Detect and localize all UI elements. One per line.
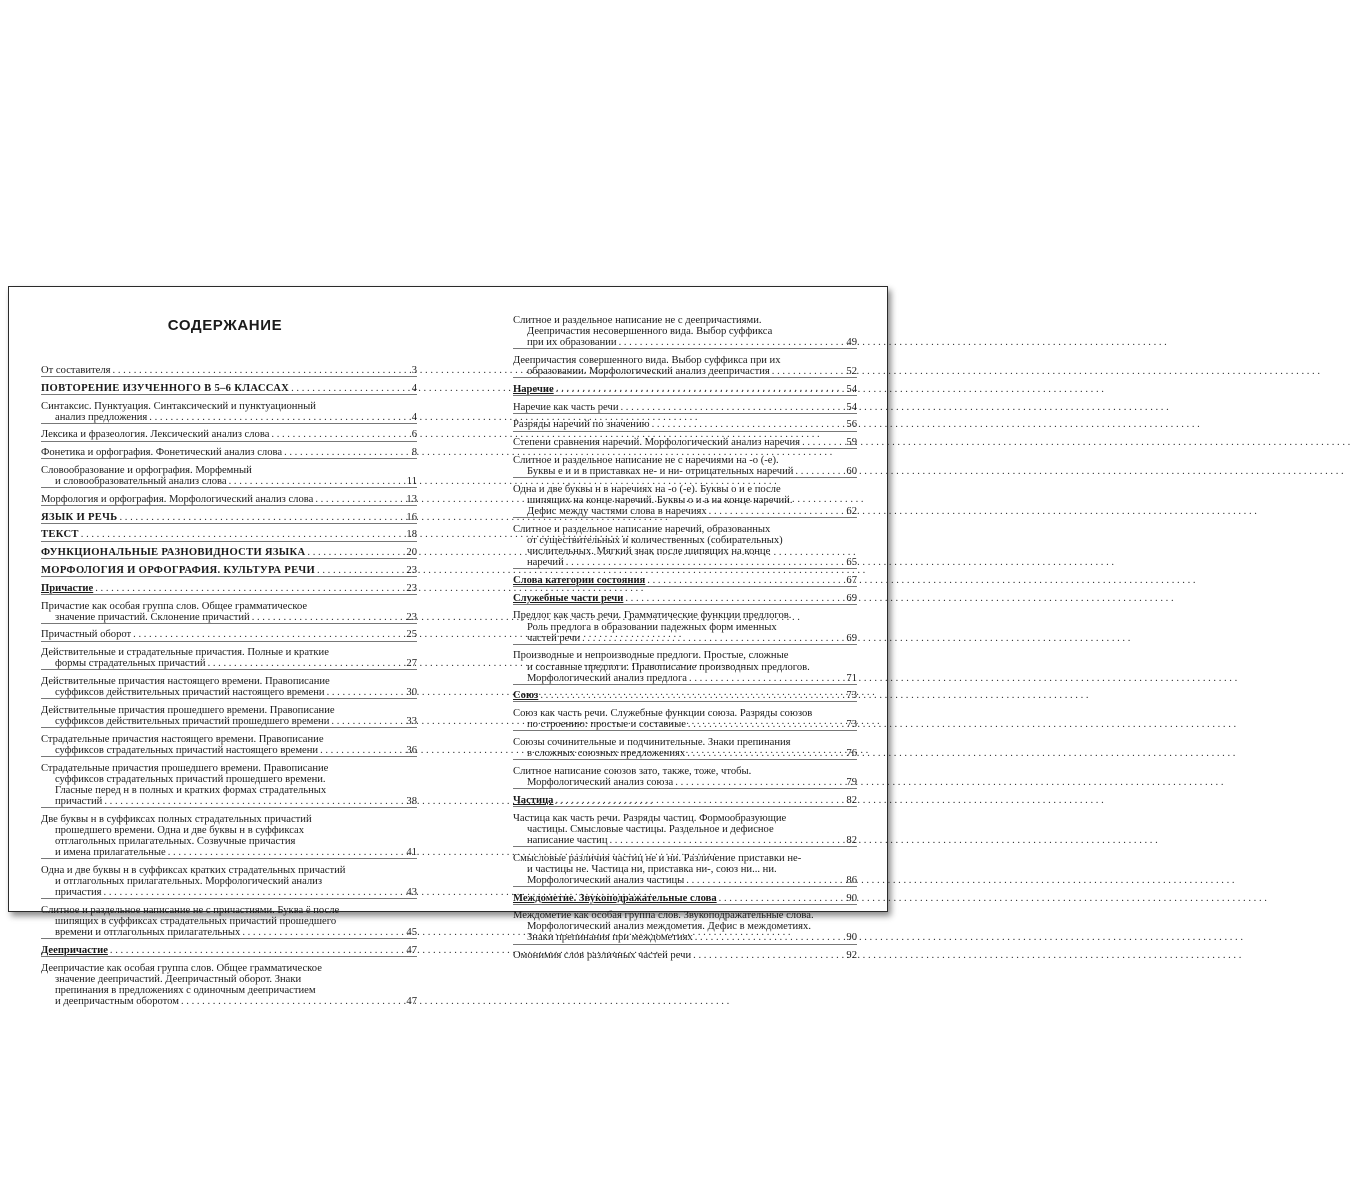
toc-entry-text: значение причастий. Склонение причастий	[55, 611, 250, 623]
toc-entry-text: ТЕКСТ	[41, 529, 79, 541]
dot-leader	[110, 945, 401, 956]
toc-entry-text: Наречие	[513, 383, 554, 395]
entry-divider	[41, 394, 417, 401]
dot-leader	[540, 690, 841, 701]
toc-entry-text: Страдательные причастия настоящего времени. Правописание	[41, 733, 324, 745]
toc-entry-text: Причастие как особая группа слов. Общее грамматическое	[41, 600, 308, 612]
toc-page-number: 62	[846, 506, 857, 518]
entry-divider	[513, 730, 857, 737]
dot-leader	[795, 466, 841, 477]
toc-entry[interactable]	[41, 814, 417, 858]
entry-divider	[513, 377, 857, 384]
entry-divider	[513, 586, 857, 593]
entry-divider	[41, 558, 417, 565]
dot-leader	[284, 447, 401, 458]
dot-leader	[772, 366, 841, 377]
toc-entry[interactable]	[41, 945, 417, 956]
toc-page-number: 65	[846, 557, 857, 569]
toc-entry[interactable]	[513, 766, 857, 788]
toc-entry-text: отглагольных прилагательных. Созвучные причастия	[55, 835, 296, 847]
dot-leader	[688, 719, 841, 730]
toc-entry-text: формы страдательных причастий	[55, 658, 206, 670]
entry-divider	[41, 541, 417, 548]
toc-entry-text: шипящих в суффиксах страдательных причастий прошедшего	[55, 915, 337, 927]
dot-leader	[168, 847, 401, 858]
toc-page-number: 49	[846, 337, 857, 349]
toc-entry-text: суффиксов действительных причастий настоящего времени	[55, 687, 325, 699]
toc-entry-text: Морфологический анализ предлога	[527, 672, 688, 684]
toc-entry-text: Частица как часть речи. Разряды частиц. Формообразующие	[513, 812, 787, 824]
toc-entry-text: Слова категории состояния	[513, 574, 646, 586]
toc-page-number: 67	[846, 574, 857, 586]
dot-leader	[331, 716, 401, 727]
dot-leader	[104, 887, 401, 898]
dot-leader	[693, 950, 841, 961]
toc-entry-text: в сложных союзных предложениях	[527, 748, 686, 760]
toc-entry-text: Степени сравнения наречий. Морфологический анализ наречия	[513, 437, 801, 449]
entry-divider	[41, 756, 417, 763]
toc-entry[interactable]	[513, 795, 857, 806]
toc-entry[interactable]	[513, 610, 857, 643]
toc-page-number: 54	[846, 401, 857, 413]
entry-divider	[41, 576, 417, 583]
toc-entry[interactable]	[41, 705, 417, 727]
toc-entry-text: частей речи	[527, 632, 581, 644]
toc-entry-text: шипящих на конце наречий. Буквы о и а на конце наречий.	[527, 494, 793, 506]
dot-leader	[113, 365, 401, 376]
toc-entry-text: Слитное и раздельное написание не с причастиями. Буква ё после	[41, 904, 340, 916]
toc-right-column	[513, 315, 857, 961]
toc-entry-text: прошедшего времени. Одна и две буквы н в суффиксах	[55, 824, 305, 836]
toc-page-number: 20	[406, 547, 417, 559]
entry-divider	[513, 413, 857, 420]
toc-entry-text: суффиксов страдательных причастий прошедшего времени.	[55, 773, 326, 785]
toc-entry-text: анализ предложения	[55, 411, 148, 423]
toc-entry[interactable]	[513, 575, 857, 586]
toc-entry-text: Действительные причастия прошедшего времени. Правописание	[41, 704, 335, 716]
dot-leader	[709, 506, 841, 517]
toc-entry-text: МОРФОЛОГИЯ И ОРФОГРАФИЯ. КУЛЬТУРА РЕЧИ	[41, 565, 316, 576]
entry-divider	[513, 701, 857, 708]
toc-entry-text: Деепричастие как особая группа слов. Общее грамматическое	[41, 962, 322, 974]
toc-entry[interactable]	[513, 593, 857, 604]
toc-entry-text: Буквы е и и в приставках не- и ни- отрицательных наречий	[527, 466, 794, 478]
toc-entry-text: Страдательные причастия прошедшего времени. Правописание	[41, 762, 329, 774]
toc-page-number: 56	[846, 419, 857, 431]
toc-entry[interactable]	[41, 763, 417, 807]
dot-leader	[271, 429, 401, 440]
toc-entry-text: Междометие как особая группа слов. Звукоподражательные слова.	[513, 910, 814, 922]
toc-page-number: 23	[406, 582, 417, 594]
toc-entry[interactable]	[513, 484, 857, 517]
toc-entry[interactable]	[41, 629, 417, 640]
entry-divider	[513, 568, 857, 575]
toc-entry-text: Производные и непроизводные предлоги. Простые, сложные	[513, 650, 789, 662]
toc-entry[interactable]	[513, 853, 857, 886]
toc-page-number: 90	[846, 932, 857, 944]
entry-divider	[513, 604, 857, 611]
toc-entry[interactable]	[513, 690, 857, 701]
toc-page-number: 18	[406, 529, 417, 541]
entry-divider	[41, 487, 417, 494]
entry-divider	[41, 641, 417, 648]
toc-page-number: 33	[406, 716, 417, 728]
dot-leader	[320, 745, 401, 756]
entry-divider	[513, 788, 857, 795]
toc-entry-text: Причастный оборот	[41, 629, 132, 641]
toc-entry[interactable]	[513, 910, 857, 943]
toc-entry-text: при их образовании	[527, 337, 617, 349]
toc-entry-text: и словообразовательный анализ слова	[55, 476, 227, 488]
toc-page-number: 54	[846, 383, 857, 395]
entry-divider	[513, 395, 857, 402]
toc-page-number: 92	[846, 950, 857, 962]
toc-entry-text: наречий	[527, 557, 564, 569]
entry-divider	[41, 376, 417, 383]
entry-divider	[41, 858, 417, 865]
toc-page-number: 73	[846, 719, 857, 731]
dot-leader	[619, 337, 841, 348]
toc-entry[interactable]	[41, 547, 417, 558]
toc-entry[interactable]	[41, 465, 417, 487]
toc-page-number: 27	[406, 658, 417, 670]
toc-entry-text: Смысловые различия частиц не и ни. Различение приставки не-	[513, 852, 802, 864]
toc-entry[interactable]	[41, 529, 417, 540]
toc-page-number: 4	[411, 411, 417, 423]
dot-leader	[686, 875, 841, 886]
toc-entry-text: Служебные части речи	[513, 592, 624, 604]
toc-entry-text: Знаки препинания при междометиях	[527, 932, 693, 944]
entry-divider	[513, 886, 857, 893]
toc-page-number: 30	[406, 687, 417, 699]
toc-entry[interactable]	[513, 737, 857, 759]
page-title: СОДЕРЖАНИЕ	[167, 317, 283, 334]
toc-page-number: 90	[846, 892, 857, 904]
entry-divider	[513, 517, 857, 524]
dot-leader	[802, 437, 841, 448]
toc-entry[interactable]	[41, 601, 417, 623]
toc-entry-text: Гласные перед н в полных и кратких формах страдательных	[55, 784, 327, 796]
toc-page-number: 59	[846, 437, 857, 449]
toc-entry[interactable]	[513, 355, 857, 377]
toc-entry-text: суффиксов действительных причастий прошедшего времени	[55, 716, 330, 728]
toc-entry-text: по строению: простые и составные	[527, 719, 686, 731]
toc-entry[interactable]	[41, 676, 417, 698]
toc-page-number: 36	[406, 744, 417, 756]
toc-page-number: 69	[846, 632, 857, 644]
toc-entry-text: частицы. Смысловые частицы. Раздельное и дефисное	[527, 823, 774, 835]
toc-page-number: 23	[406, 565, 417, 576]
toc-entry-text: Наречие как часть речи	[513, 401, 619, 413]
toc-entry-text: Дефис между частями слова в наречиях	[527, 506, 707, 518]
dot-leader	[566, 557, 841, 568]
toc-entry[interactable]	[513, 524, 857, 568]
toc-left-column	[41, 365, 417, 1007]
toc-entry[interactable]	[41, 365, 417, 376]
toc-page-number: 73	[846, 690, 857, 702]
toc-entry-text: Одна и две буквы н в суффиксах кратких страдательных причастий	[41, 864, 346, 876]
toc-entry-text: Деепричастие	[41, 944, 108, 956]
dot-leader	[689, 673, 841, 684]
entry-divider	[41, 727, 417, 734]
toc-entry-text: Синтаксис. Пунктуация. Синтаксический и пунктуационный	[41, 400, 316, 412]
entry-divider	[41, 441, 417, 448]
toc-entry[interactable]	[41, 401, 417, 423]
toc-entry-text: и деепричастным оборотом	[55, 995, 179, 1007]
toc-entry-text: написание частиц	[527, 834, 608, 846]
entry-divider	[513, 644, 857, 651]
toc-entry-text: Деепричастия несовершенного вида. Выбор суффикса	[527, 326, 773, 338]
toc-page-number: 23	[406, 611, 417, 623]
dot-leader	[719, 893, 841, 904]
toc-entry-text: Междометие. Звукоподражательные слова	[513, 892, 717, 904]
toc-page-number: 41	[406, 847, 417, 859]
entry-divider	[513, 806, 857, 813]
entry-divider	[513, 684, 857, 691]
toc-entry-text: и отглагольных прилагательных. Морфологический анализ	[55, 875, 323, 887]
toc-entry-text: Деепричастия совершенного вида. Выбор суффикса при их	[513, 354, 781, 366]
entry-divider	[41, 698, 417, 705]
toc-page-number: 16	[406, 511, 417, 523]
toc-entry-text: числительных. Мягкий знак после шипящих на конце	[527, 546, 771, 557]
entry-divider	[41, 505, 417, 512]
toc-entry[interactable]	[41, 647, 417, 669]
entry-divider	[41, 523, 417, 530]
entry-divider	[41, 898, 417, 905]
toc-entry-text: ПОВТОРЕНИЕ ИЗУЧЕННОГО В 5–6 КЛАССАХ	[41, 382, 290, 394]
toc-page-number: 11	[406, 476, 417, 488]
toc-entry[interactable]	[41, 494, 417, 505]
toc-entry-text: Две буквы н в суффиксах полных страдательных причастий	[41, 813, 312, 825]
entry-divider	[513, 448, 857, 455]
toc-entry-text: Фонетика и орфография. Фонетический анализ слова	[41, 447, 283, 459]
toc-entry[interactable]	[41, 583, 417, 594]
toc-entry-text: Действительные причастия настоящего времени. Правописание	[41, 676, 330, 688]
entry-divider	[513, 944, 857, 951]
toc-page-number: 60	[846, 466, 857, 478]
toc-entry-text: Одна и две буквы н в наречиях на -о (-е). Буквы о и е после	[513, 483, 781, 495]
dot-leader	[675, 777, 841, 788]
toc-entry-text: От составителя	[41, 365, 111, 376]
toc-entry-text: значение деепричастий. Деепричастный оборот. Знаки	[55, 973, 302, 985]
toc-entry-text: Омонимия слов различных частей речи	[513, 950, 692, 962]
dot-leader	[229, 476, 401, 487]
toc-entry-text: Причастие	[41, 582, 94, 594]
toc-page-number: 38	[406, 796, 417, 807]
toc-entry[interactable]	[41, 429, 417, 440]
toc-entry[interactable]	[513, 650, 857, 683]
toc-page-number: 45	[406, 927, 417, 938]
toc-entry-text: Морфологический анализ частицы	[527, 874, 685, 886]
toc-entry-text: причастия	[55, 887, 102, 899]
toc-entry-text: суффиксов страдательных причастий настоящего времени	[55, 744, 319, 756]
dot-leader	[647, 575, 841, 586]
toc-entry[interactable]	[513, 402, 857, 413]
toc-entry-text: Слитное и раздельное написание не с деепричастиями.	[513, 315, 762, 326]
toc-page-number: 79	[846, 777, 857, 788]
entry-divider	[513, 431, 857, 438]
dot-leader	[610, 835, 842, 846]
entry-divider	[41, 458, 417, 465]
dot-leader	[133, 629, 401, 640]
toc-entry-text: Слитное написание союзов зато, также, тоже, чтобы.	[513, 765, 752, 777]
entry-divider	[513, 904, 857, 911]
dot-leader	[181, 996, 401, 1007]
dot-leader	[315, 494, 401, 505]
entry-divider	[513, 759, 857, 766]
dot-leader	[242, 927, 401, 938]
entry-divider	[41, 956, 417, 963]
entry-divider	[41, 938, 417, 945]
entry-divider	[41, 807, 417, 814]
toc-page-number: 71	[846, 672, 857, 684]
dot-leader	[555, 795, 841, 806]
toc-entry-text: Союз как часть речи. Служебные функции союза. Разряды союзов	[513, 708, 813, 720]
toc-entry-text: Лексика и фразеология. Лексический анализ слова	[41, 429, 270, 441]
toc-page-number: 82	[846, 794, 857, 806]
toc-entry[interactable]	[513, 455, 857, 477]
toc-page-number: 47	[406, 995, 417, 1007]
dot-leader	[695, 932, 841, 943]
toc-page-number: 8	[411, 447, 417, 459]
entry-divider	[41, 423, 417, 430]
toc-entry-text: Частица	[513, 794, 554, 806]
toc-entry[interactable]	[41, 963, 417, 1007]
toc-page-number: 6	[411, 429, 417, 441]
entry-divider	[513, 846, 857, 853]
dot-leader	[149, 412, 401, 423]
toc-entry-text: образовании. Морфологический анализ деепричастия	[527, 366, 770, 378]
dot-leader	[687, 748, 841, 759]
dot-leader	[582, 633, 841, 644]
toc-entry-text: препинания в предложениях с одиночным деепричастием	[55, 984, 316, 996]
dot-leader	[252, 612, 401, 623]
toc-entry[interactable]	[513, 315, 857, 348]
toc-entry[interactable]	[41, 734, 417, 756]
toc-entry-text: и имена прилагательные	[55, 847, 166, 859]
toc-page-number: 4	[411, 382, 417, 394]
toc-page-number: 52	[846, 366, 857, 378]
toc-entry-text: ФУНКЦИОНАЛЬНЫЕ РАЗНОВИДНОСТИ ЯЗЫКА	[41, 547, 306, 559]
book-spread	[8, 286, 888, 1007]
dot-leader	[556, 384, 841, 395]
toc-page-number: 47	[406, 944, 417, 956]
toc-entry-text: Союз	[513, 690, 539, 702]
entry-divider	[41, 623, 417, 630]
toc-entry[interactable]	[41, 865, 417, 898]
toc-page-number: 13	[406, 493, 417, 505]
toc-entry-text: причастий	[55, 796, 103, 807]
toc-entry-text: Слитное и раздельное написание наречий, образованных	[513, 523, 771, 535]
toc-page-number: 82	[846, 834, 857, 846]
dot-leader	[95, 583, 401, 594]
entry-divider	[41, 594, 417, 601]
toc-entry-text: Слитное и раздельное написание не с наречиями на -о (-е).	[513, 454, 779, 466]
toc-entry-text: Морфология и орфография. Морфологический анализ слова	[41, 493, 314, 505]
toc-entry-text: Союзы сочинительные и подчинительные. Знаки препинания	[513, 737, 791, 749]
toc-entry-text: и частицы не. Частица ни, приставка ни-, союз ни... ни.	[527, 863, 777, 875]
toc-entry-text: Разряды наречий по значению	[513, 419, 650, 431]
toc-entry[interactable]	[41, 905, 417, 938]
dot-leader	[327, 687, 401, 698]
dot-leader	[208, 658, 401, 669]
toc-entry[interactable]	[513, 708, 857, 730]
toc-entry[interactable]	[513, 813, 857, 846]
toc-page-number: 76	[846, 748, 857, 760]
toc-page-number: 3	[411, 365, 417, 376]
toc-entry[interactable]	[41, 565, 417, 576]
entry-divider	[513, 348, 857, 355]
dot-leader	[652, 419, 841, 430]
toc-entry-text: Роль предлога в образовании падежных форм именных	[527, 621, 777, 633]
toc-entry[interactable]	[41, 512, 417, 523]
toc-entry-text: Словообразование и орфография. Морфемный	[41, 465, 252, 476]
dot-leader	[119, 512, 401, 523]
toc-entry-text: ЯЗЫК И РЕЧЬ	[41, 511, 118, 523]
toc-entry[interactable]	[513, 893, 857, 904]
toc-entry[interactable]	[513, 950, 857, 961]
toc-page-number: 25	[406, 629, 417, 641]
toc-entry[interactable]	[41, 383, 417, 394]
toc-page-number: 69	[846, 592, 857, 604]
toc-entry[interactable]	[513, 419, 857, 430]
dot-leader	[621, 402, 842, 413]
toc-entry[interactable]	[513, 437, 857, 448]
toc-entry-text: Действительные и страдательные причастия. Полные и краткие	[41, 647, 329, 659]
dot-leader	[104, 796, 401, 807]
dot-leader	[291, 383, 401, 394]
toc-entry-text: Морфологический анализ междометия. Дефис в междометиях.	[527, 921, 811, 933]
entry-divider	[513, 477, 857, 484]
toc-entry-text: и составные предлоги. Правописание производных предлогов.	[527, 661, 810, 673]
entry-divider	[41, 669, 417, 676]
toc-page-number: 86	[846, 874, 857, 886]
toc-entry-text: времени и отглагольных прилагательных	[55, 927, 241, 938]
dot-leader	[317, 565, 401, 576]
toc-entry[interactable]	[41, 447, 417, 458]
toc-entry-text: Предлог как часть речи. Грамматические функции предлогов.	[513, 610, 792, 622]
dot-leader	[307, 547, 401, 558]
toc-entry-text: от существительных и количественных (собирательных)	[527, 534, 783, 546]
dot-leader	[625, 593, 841, 604]
toc-entry-text: Морфологический анализ союза	[527, 777, 674, 788]
toc-entry[interactable]	[513, 384, 857, 395]
toc-page-number: 43	[406, 887, 417, 899]
dot-leader	[81, 529, 401, 540]
